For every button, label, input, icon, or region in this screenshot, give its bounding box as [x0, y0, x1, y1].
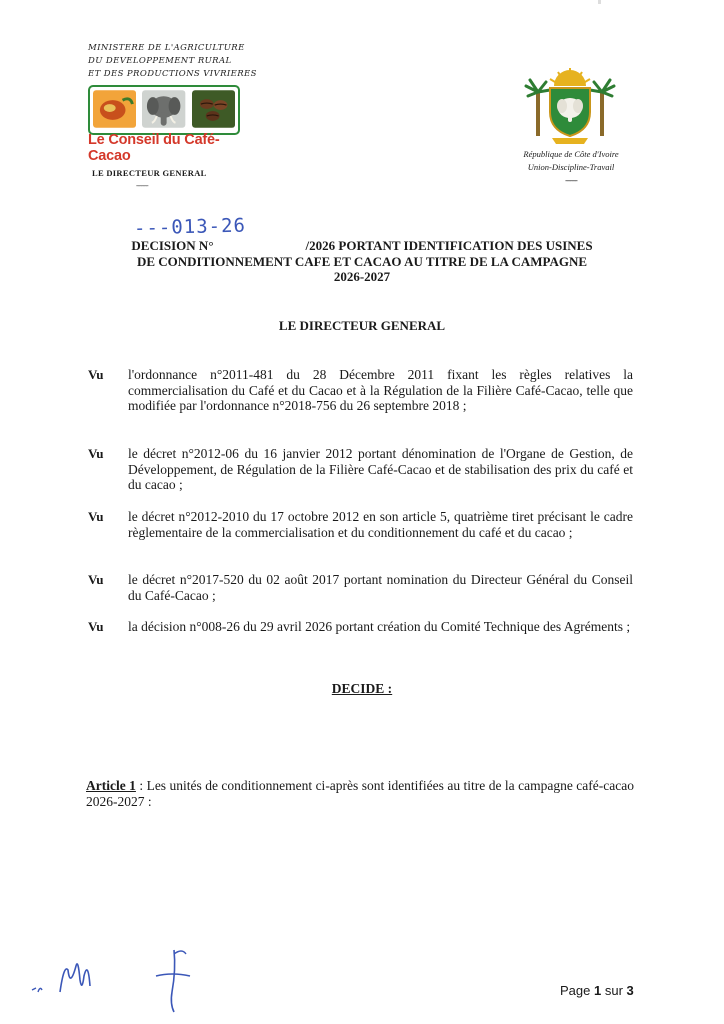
article-label: Article 1	[86, 778, 136, 793]
coffee-cherry-icon	[93, 90, 136, 128]
decision-number-stamp: ---013-26	[133, 214, 247, 240]
vu-label: Vu	[88, 446, 104, 461]
ministry-line: ET DES PRODUCTIONS VIVRIERES	[88, 69, 257, 79]
separator-dashes: -------	[136, 181, 148, 190]
coffee-beans-icon	[192, 90, 235, 128]
republic-line: Union-Discipline-Travail	[527, 162, 615, 172]
page-word: Page	[560, 983, 591, 998]
vu-label: Vu	[88, 367, 104, 382]
page-sep: sur	[604, 983, 623, 998]
handwritten-initials	[24, 930, 224, 1020]
title-line3: 2026-2027	[333, 269, 391, 284]
consideration-text: le décret n°2012-2010 du 17 octobre 2012 en son article 5, quatrième tiret précisant le cadre règlementaire de la commercialisation et du conditionnement du café et du cacao ;	[128, 509, 633, 540]
consideration-text: la décision n°008-26 du 29 avril 2026 portant création du Comité Technique des Agréments ;	[128, 619, 631, 634]
page-number	[560, 983, 634, 998]
consideration-text: le décret n°2012-06 du 16 janvier 2012 portant dénomination de l'Organe de Gestion, de Développement, de Régulation de la Filière Café-Cacao et de stabilisation des prix du café et du cacao ;	[128, 446, 633, 492]
director-heading: LE DIRECTEUR GENERAL	[278, 318, 446, 333]
coat-of-arms-emblem	[524, 66, 616, 146]
ministry-line: DU DEVELOPPEMENT RURAL	[88, 56, 232, 66]
republic-line: République de Côte d'Ivoire	[523, 149, 619, 159]
article-1	[86, 778, 634, 810]
scan-edge-mark	[598, 0, 601, 4]
organization-name: Le Conseil du Café-Cacao	[88, 132, 220, 164]
separator-dashes: -------	[565, 176, 577, 185]
vu-label: Vu	[88, 572, 104, 587]
consideration-text: le décret n°2017-520 du 02 août 2017 portant nomination du Directeur Général du Conseil du Café-Cacao ;	[128, 572, 633, 603]
page-total: 3	[626, 983, 634, 998]
article-text: : Les unités de conditionnement ci-après sont identifiées au titre de la campagne café-cacao 2026-2027 :	[86, 778, 634, 809]
conseil-logo	[88, 85, 240, 135]
title-line1: /2026 PORTANT IDENTIFICATION DES USINES	[305, 238, 593, 253]
director-label: LE DIRECTEUR GENERAL	[92, 168, 207, 178]
ministry-line: MINISTERE DE L'AGRICULTURE	[88, 43, 245, 53]
vu-label: Vu	[88, 619, 104, 634]
title-line2: DE CONDITIONNEMENT CAFE ET CACAO AU TITRE DE LA CAMPAGNE	[136, 253, 588, 269]
title-prefix: DECISION N°	[131, 238, 214, 253]
decide-heading: DECIDE :	[331, 681, 393, 696]
vu-label: Vu	[88, 509, 104, 524]
ministry-header	[88, 42, 288, 81]
republic-header	[486, 148, 656, 187]
decision-title	[82, 238, 642, 285]
elephant-icon	[142, 90, 185, 128]
page-current: 1	[594, 983, 602, 998]
consideration-text: l'ordonnance n°2011-481 du 28 Décembre 2011 fixant les règles relatives la commercialisation du Café et du Cacao et à la Régulation de la Filière Café-Cacao, telle que modifiée par l'ordonnance n°2018-756 du 26 septembre 2018 ;	[128, 367, 633, 413]
